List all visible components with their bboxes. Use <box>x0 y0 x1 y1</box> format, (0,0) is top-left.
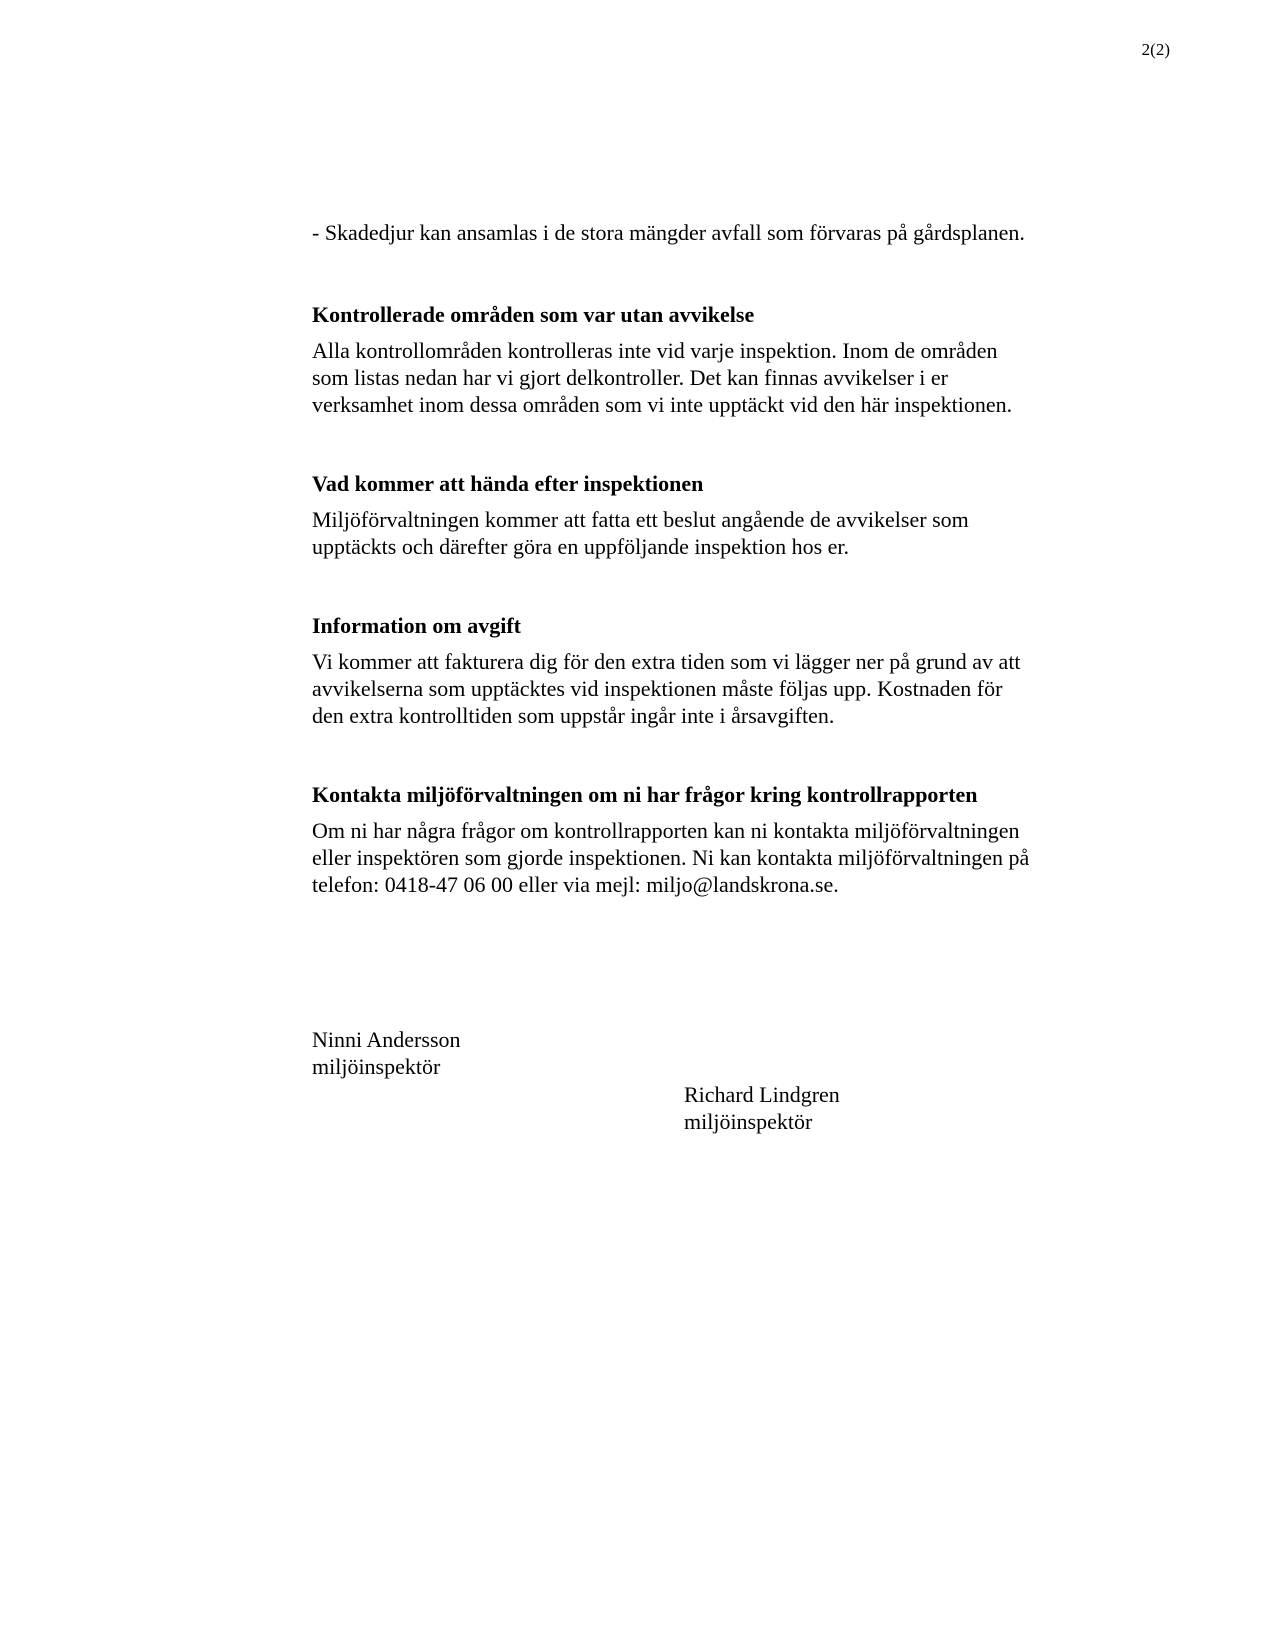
paragraph-line: Miljöförvaltningen kommer att fatta ett beslut angående de avvikelser som <box>312 507 969 532</box>
paragraph-line: telefon: 0418-47 06 00 eller via mejl: miljo@landskrona.se. <box>312 872 839 897</box>
section-fee-info <box>312 612 1092 729</box>
section-heading: Kontrollerade områden som var utan avvikelse <box>312 302 755 327</box>
section-heading: Kontakta miljöförvaltningen om ni har frågor kring kontrollrapporten <box>312 782 978 807</box>
paragraph-line: Om ni har några frågor om kontrollrapporten kan ni kontakta miljöförvaltningen <box>312 818 1020 843</box>
paragraph-line: som listas nedan har vi gjort delkontroller. Det kan finnas avvikelser i er <box>312 365 949 390</box>
signature-block-1 <box>312 1026 461 1080</box>
paragraph-line: upptäckts och därefter göra en uppföljande inspektion hos er. <box>312 534 850 559</box>
paragraph-line: eller inspektören som gjorde inspektionen. Ni kan kontakta miljöförvaltningen på <box>312 845 1030 870</box>
signatory-title: miljöinspektör <box>684 1109 813 1134</box>
signature-block-2 <box>684 1081 840 1135</box>
bullet-paragraph: - Skadedjur kan ansamlas i de stora mängder avfall som förvaras på gårdsplanen. <box>312 220 1025 245</box>
paragraph-line: verksamhet inom dessa områden som vi inte upptäckt vid den här inspektionen. <box>312 392 1013 417</box>
paragraph-line: den extra kontrolltiden som uppstår ingår inte i årsavgiften. <box>312 703 835 728</box>
section-checked-areas <box>312 301 1092 418</box>
signatory-name: Ninni Andersson <box>312 1027 461 1052</box>
section-heading: Vad kommer att hända efter inspektionen <box>312 471 704 496</box>
page-number: 2(2) <box>1141 40 1170 59</box>
section-heading: Information om avgift <box>312 613 521 638</box>
signatory-title: miljöinspektör <box>312 1054 441 1079</box>
paragraph-line: Vi kommer att fakturera dig för den extra tiden som vi lägger ner på grund av att <box>312 649 1021 674</box>
section-next-steps <box>312 470 1092 560</box>
section-contact <box>312 781 1092 898</box>
paragraph-line: Alla kontrollområden kontrolleras inte vid varje inspektion. Inom de områden <box>312 338 998 363</box>
document-body <box>312 219 1092 950</box>
paragraph-line: avvikelserna som upptäcktes vid inspektionen måste följas upp. Kostnaden för <box>312 676 1003 701</box>
signatory-name: Richard Lindgren <box>684 1082 840 1107</box>
